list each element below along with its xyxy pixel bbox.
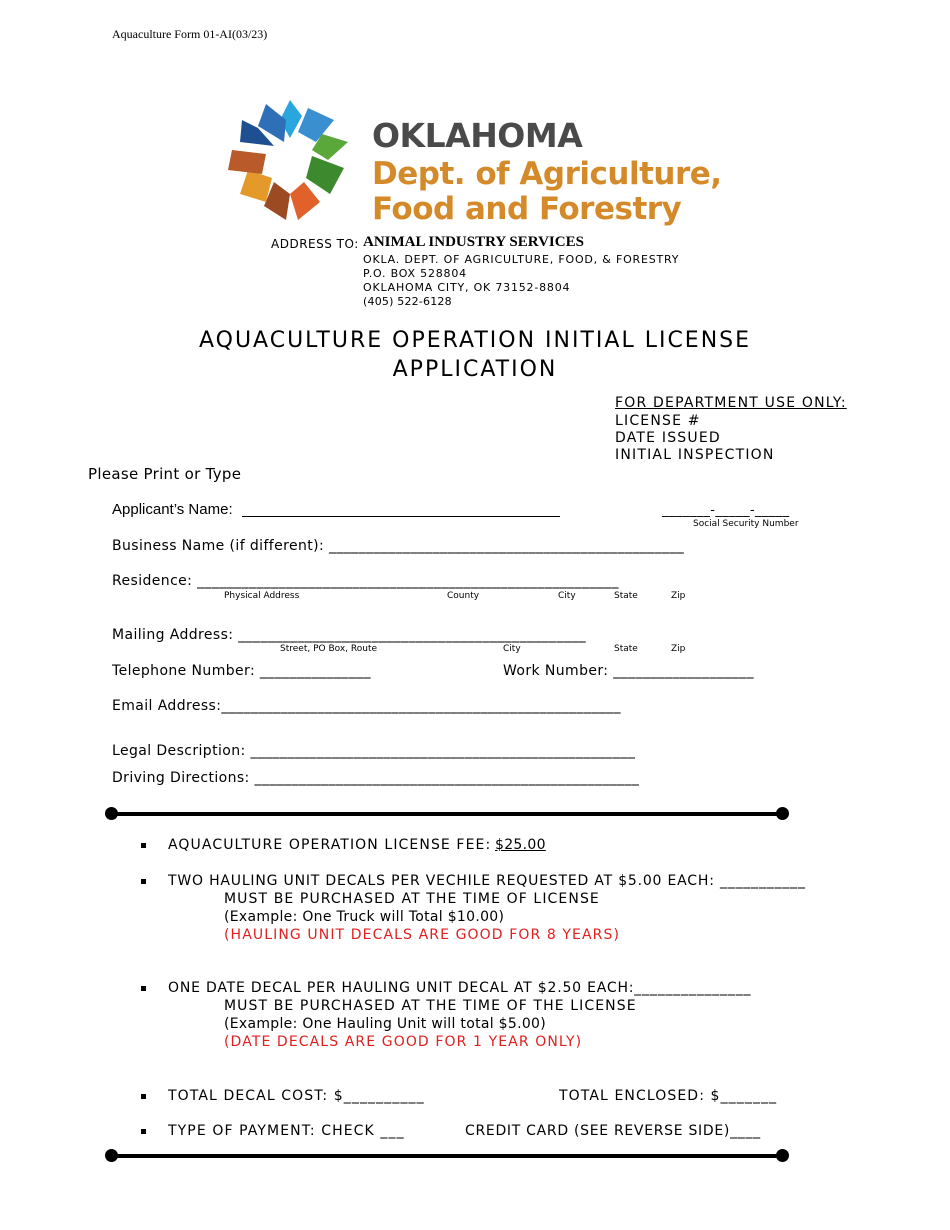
- residence-county-label: County: [447, 591, 480, 601]
- bullet-marker: [141, 1129, 146, 1134]
- dept-use-date-issued: DATE ISSUED: [615, 430, 721, 446]
- address-line-3: OKLAHOMA CITY, OK 73152-8804: [363, 281, 571, 294]
- bullet-marker: [141, 843, 146, 848]
- mailing-street-label: Street, PO Box, Route: [280, 644, 378, 654]
- driving-directions-field[interactable]: Driving Directions: ____________________________________________________: [112, 770, 640, 786]
- instructions: Please Print or Type: [88, 465, 242, 483]
- residence-zip-label: Zip: [671, 591, 686, 601]
- page-title-line2: APPLICATION: [392, 357, 558, 382]
- residence-field[interactable]: Residence: _________________________________________________________: [112, 573, 619, 589]
- business-name-field[interactable]: Business Name (if different): ________________________________________________: [112, 538, 685, 554]
- date-decal-field[interactable]: ONE DATE DECAL PER HAULING UNIT DECAL AT $2.50 EACH:_______________: [168, 980, 752, 996]
- bullet-marker: [141, 1094, 146, 1099]
- dept-use-inspection: INITIAL INSPECTION: [615, 447, 775, 463]
- work-number-field[interactable]: Work Number: ___________________: [503, 663, 754, 679]
- address-line-1: OKLA. DEPT. OF AGRICULTURE, FOOD, & FORESTRY: [363, 253, 680, 266]
- oklahoma-star-logo-icon: [228, 98, 353, 223]
- payment-check-field[interactable]: TYPE OF PAYMENT: CHECK ___: [168, 1123, 405, 1139]
- date-note-3: (DATE DECALS ARE GOOD FOR 1 YEAR ONLY): [224, 1034, 583, 1050]
- dept-use-license: LICENSE #: [615, 413, 701, 429]
- legal-description-field[interactable]: Legal Description: ____________________________________________________: [112, 743, 636, 759]
- residence-state-label: State: [614, 591, 638, 601]
- ssn-field[interactable]: _______-_____-_____: [662, 503, 790, 518]
- residence-physical-label: Physical Address: [224, 591, 300, 601]
- total-decal-cost-field[interactable]: TOTAL DECAL COST: $__________: [168, 1088, 425, 1104]
- bullet-marker: [141, 986, 146, 991]
- bullet-marker: [141, 879, 146, 884]
- mailing-zip-label: Zip: [671, 644, 686, 654]
- applicant-name-field[interactable]: [242, 516, 560, 517]
- license-fee-label: AQUACULTURE OPERATION LICENSE FEE:: [168, 837, 492, 853]
- residence-city-label: City: [558, 591, 576, 601]
- date-note-1: MUST BE PURCHASED AT THE TIME OF THE LICENSE: [224, 998, 637, 1014]
- address-line-2: P.O. BOX 528804: [363, 267, 467, 280]
- divider-bottom: [111, 1154, 783, 1158]
- hauling-note-3: (HAULING UNIT DECALS ARE GOOD FOR 8 YEARS): [224, 927, 621, 943]
- hauling-note-2: (Example: One Truck will Total $10.00): [224, 909, 505, 925]
- dept-use-heading: FOR DEPARTMENT USE ONLY:: [615, 395, 847, 411]
- hauling-note-1: MUST BE PURCHASED AT THE TIME OF LICENSE: [224, 891, 600, 907]
- telephone-field[interactable]: Telephone Number: _______________: [112, 663, 371, 679]
- divider-top: [111, 812, 783, 816]
- date-note-2: (Example: One Hauling Unit will total $5.00): [224, 1016, 547, 1032]
- mailing-address-field[interactable]: Mailing Address: _______________________________________________: [112, 627, 587, 643]
- ssn-label: Social Security Number: [693, 519, 799, 529]
- payment-credit-card-field[interactable]: CREDIT CARD (SEE REVERSE SIDE)____: [465, 1123, 761, 1139]
- hauling-decals-field[interactable]: TWO HAULING UNIT DECALS PER VECHILE REQUESTED AT $5.00 EACH: ___________: [168, 873, 806, 889]
- mailing-state-label: State: [614, 644, 638, 654]
- address-label: ADDRESS TO:: [271, 237, 359, 251]
- total-enclosed-field[interactable]: TOTAL ENCLOSED: $_______: [559, 1088, 778, 1104]
- page-title-line1: AQUACULTURE OPERATION INITIAL LICENSE: [198, 328, 752, 353]
- org-name-food-forestry: Food and Forestry: [372, 191, 682, 227]
- mailing-city-label: City: [503, 644, 521, 654]
- license-fee-value: $25.00: [495, 837, 546, 853]
- rule-endpoint-right: [776, 807, 789, 820]
- org-name-oklahoma: OKLAHOMA: [372, 116, 583, 155]
- form-number: Aquaculture Form 01-AI(03/23): [112, 27, 268, 41]
- email-field[interactable]: Email Address:______________________________________________________: [112, 698, 621, 714]
- address-line-0: ANIMAL INDUSTRY SERVICES: [363, 234, 584, 250]
- applicant-name-label: Applicant’s Name:: [112, 501, 233, 518]
- org-name-dept: Dept. of Agriculture,: [372, 156, 722, 192]
- rule-endpoint-right: [776, 1149, 789, 1162]
- address-line-4: (405) 522-6128: [363, 295, 452, 308]
